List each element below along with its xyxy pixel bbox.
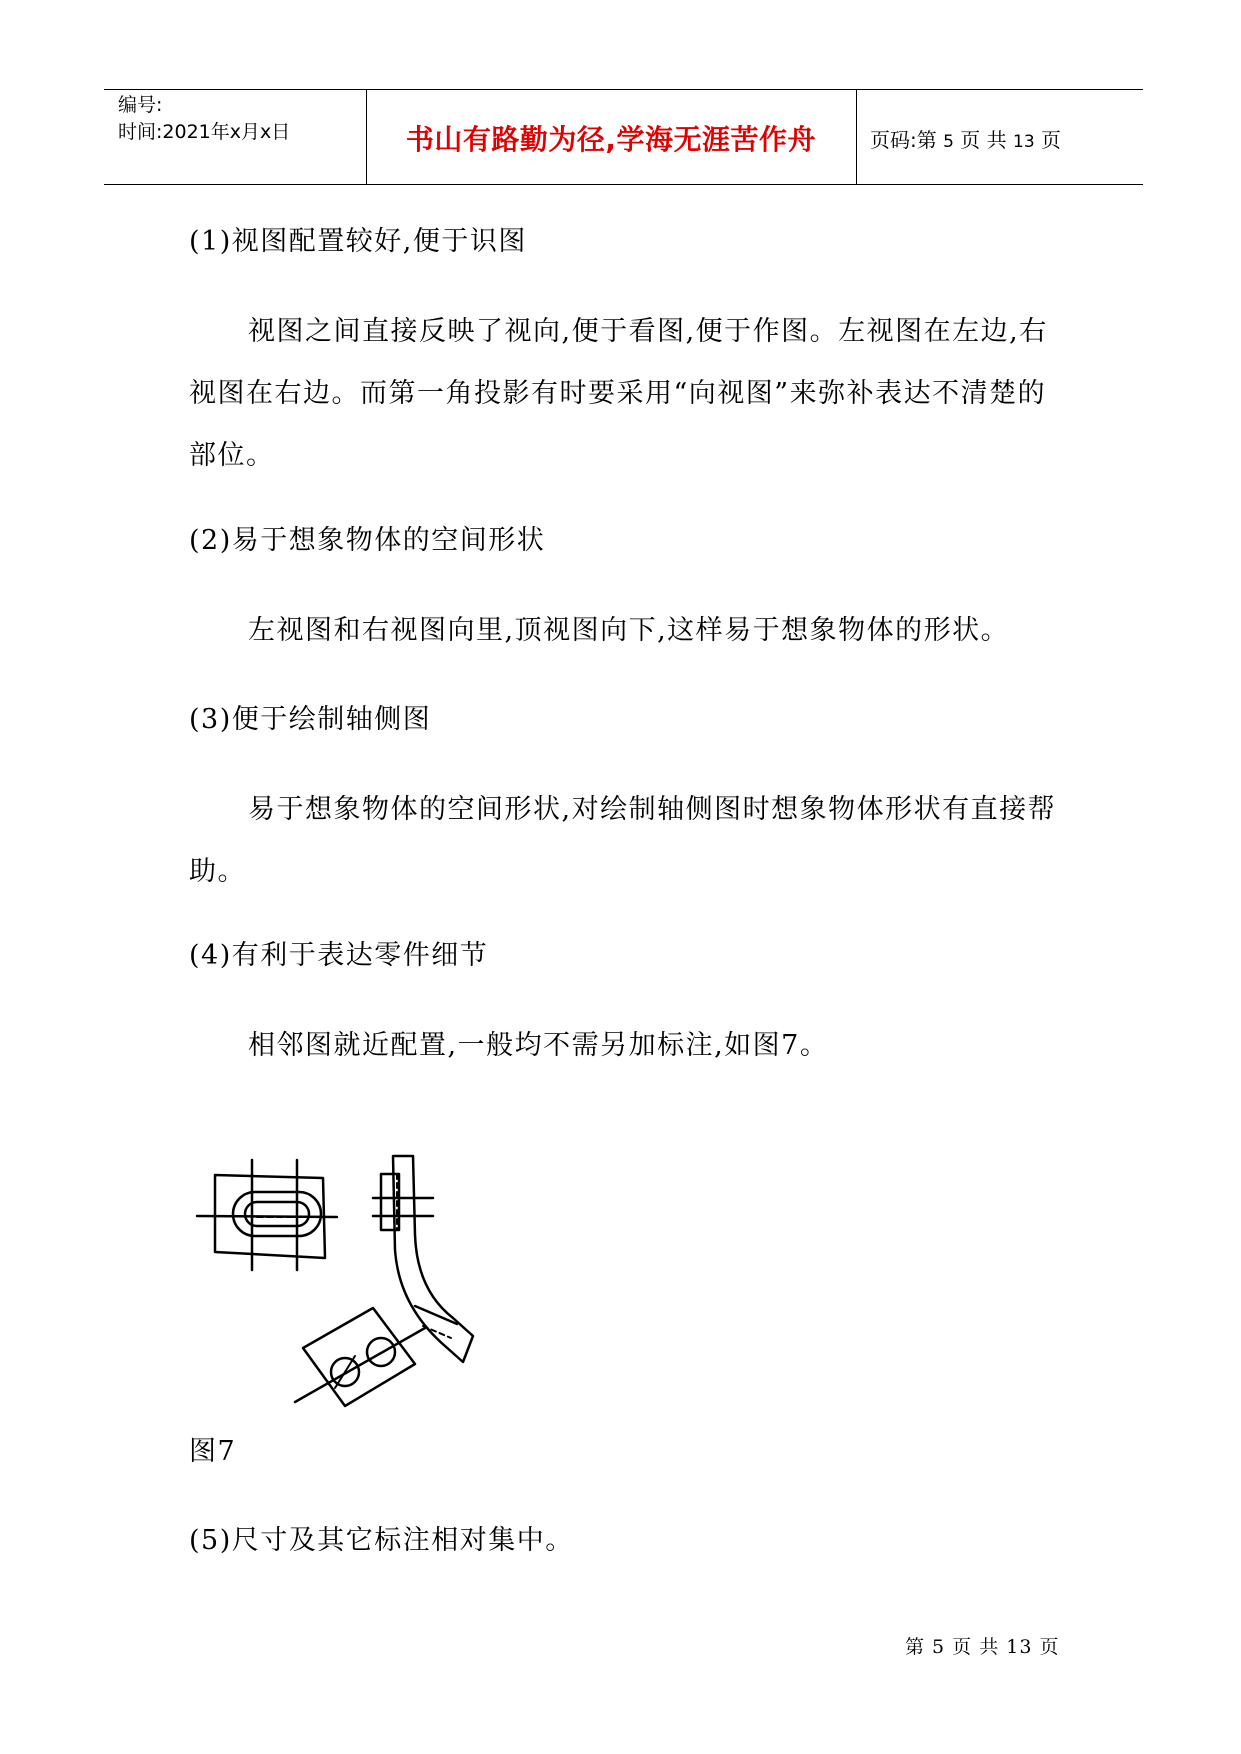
heading-5: (5)尺寸及其它标注相对集中。 xyxy=(189,1525,574,1556)
heading-3: (3)便于绘制轴侧图 xyxy=(189,704,432,735)
figure-7-drawing xyxy=(195,1140,485,1415)
page-header xyxy=(104,89,1143,185)
page-current: 5 xyxy=(943,132,954,152)
heading-1: (1)视图配置较好,便于识图 xyxy=(189,226,527,257)
header-meta xyxy=(118,92,368,146)
header-divider-right xyxy=(856,90,857,184)
page-footer: 第 5 页 共 13 页 xyxy=(905,1636,1060,1658)
page-label-prefix: 页码:第 xyxy=(870,128,937,152)
page-label-suffix: 页 xyxy=(1041,128,1062,152)
page-label-mid: 页 共 xyxy=(960,128,1007,152)
header-motto: 书山有路勤为径,学海无涯苦作舟 xyxy=(405,123,817,156)
paragraph-3: 易于想象物体的空间形状,对绘制轴侧图时想象物体形状有直接帮助。 xyxy=(189,794,1057,887)
paragraph-1: 视图之间直接反映了视向,便于看图,便于作图。左视图在左边,右视图在右边。而第一角投影有时要采用“向视图”来弥补表达不清楚的部位。 xyxy=(189,316,1048,471)
heading-4: (4)有利于表达零件细节 xyxy=(189,940,489,971)
paragraph-4: 相邻图就近配置,一般均不需另加标注,如图7。 xyxy=(248,1030,829,1061)
header-page-indicator xyxy=(870,124,1061,153)
figure-caption: 图7 xyxy=(189,1436,237,1467)
page-total: 13 xyxy=(1013,132,1035,152)
heading-2: (2)易于想象物体的空间形状 xyxy=(189,525,546,556)
document-number-label: 编号: xyxy=(118,94,163,116)
paragraph-2: 左视图和右视图向里,顶视图向下,这样易于想象物体的形状。 xyxy=(248,615,1010,646)
document-time: 时间:2021年x月x日 xyxy=(118,121,291,143)
